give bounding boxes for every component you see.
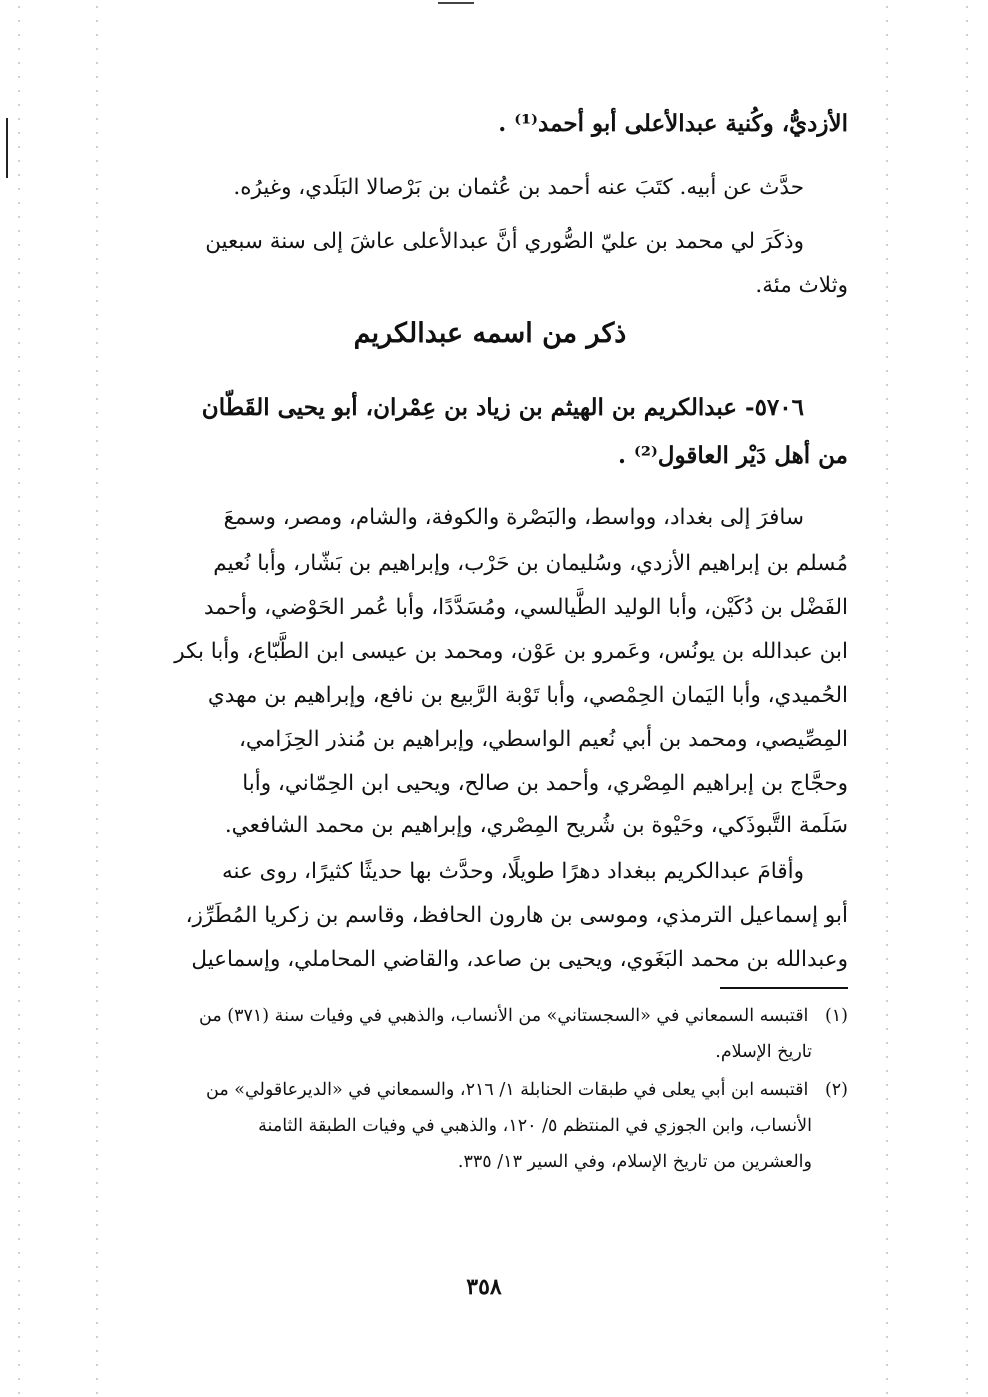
section-heading: ذكر من اسمه عبدالكريم bbox=[353, 318, 627, 349]
footnote-2-cont: الأنساب، وابن الجوزي في المنتظم ٥/ ١٢٠، والذهبي في وفيات الطبقة الثامنة bbox=[258, 1116, 812, 1136]
scan-dots-right bbox=[966, 0, 968, 1397]
scan-dots-left-inner bbox=[96, 0, 98, 1397]
body-line: سَلَمة التَّبوذَكي، وحَيْوة بن شُريح المِصْري، وإبراهيم بن محمد الشافعي. bbox=[224, 813, 848, 838]
footnote-text: اقتبسه السمعاني في «السجستاني» من الأنساب، والذهبي في وفيات سنة (٣٧١) من bbox=[199, 1006, 809, 1026]
page-number: ٣٥٨ bbox=[466, 1274, 502, 1300]
footnote-number: (٢) bbox=[824, 1080, 848, 1100]
body-line: وأقامَ عبدالكريم ببغداد دهرًا طويلًا، وحدَّث بها حديثًا كثيرًا، روى عنه bbox=[221, 859, 804, 884]
intro-line: وثلاث مئة. bbox=[755, 273, 848, 298]
scan-dots-left bbox=[18, 0, 20, 1397]
intro-line: وذكَرَ لي محمد بن عليّ الصُّوري أنَّ عبدالأعلى عاشَ إلى سنة سبعين bbox=[205, 229, 804, 254]
footnote-2-cont: والعشرين من تاريخ الإسلام، وفي السير ١٣/ ٣٣٥. bbox=[457, 1152, 812, 1172]
body-line: مُسلم بن إبراهيم الأزدي، وسُليمان بن حَرْب، وإبراهيم بن بَشّار، وأبا نُعيم bbox=[213, 551, 848, 576]
body-line: سافرَ إلى بغداد، وواسط، والبَصْرة والكوفة، والشام، ومصر، وسمعَ bbox=[223, 505, 804, 530]
body-line: أبو إسماعيل الترمذي، وموسى بن هارون الحافظ، وقاسم بن زكريا المُطَرِّز، bbox=[185, 903, 848, 928]
footnote-number: (١) bbox=[824, 1006, 848, 1026]
main-text bbox=[132, 0, 848, 1397]
scan-margin-mark bbox=[6, 118, 8, 178]
body-line: المِصِّيصي، ومحمد بن أبي نُعيم الواسطي، وإبراهيم بن مُنذر الحِزَامي، bbox=[238, 727, 848, 752]
header-line: الأزديُّ، وكُنية عبدالأعلى أبو أحمد⁽¹⁾ . bbox=[498, 110, 848, 137]
footnote-1-cont: تاريخ الإسلام. bbox=[715, 1042, 812, 1062]
footnote-1 bbox=[132, 1000, 848, 1033]
body-line: وعبدالله بن محمد البَغَوي، ويحيى بن صاعد، والقاضي المحاملي، وإسماعيل bbox=[191, 947, 848, 972]
body-line: الحُميدي، وأبا اليَمان الحِمْصي، وأبا تَوْبة الرَّبيع بن نافع، وإبراهيم بن مهدي bbox=[207, 683, 848, 708]
footnote-text: اقتبسه ابن أبي يعلى في طبقات الحنابلة ١/ ٢١٦، والسمعاني في «الديرعاقولي» من bbox=[206, 1080, 809, 1100]
body-line: الفَضْل بن دُكَيْن، وأبا الوليد الطَّيالسي، ومُسَدَّدًا، وأبا عُمر الحَوْضي، وأحمد bbox=[203, 595, 848, 620]
body-line: ابن عبدالله بن يونُس، وعَمرو بن عَوْن، ومحمد بن عيسى ابن الطَّبّاع، وأبا بكر bbox=[174, 639, 848, 664]
body-line: وحجَّاج بن إبراهيم المِصْري، وأحمد بن صالح، ويحيى ابن الحِمّاني، وأبا bbox=[242, 771, 848, 796]
entry-title-line: ٥٧٠٦- عبدالكريم بن الهيثم بن زياد بن عِمْران، أبو يحيى القَطّان bbox=[201, 394, 804, 421]
footnote-separator bbox=[720, 987, 848, 989]
intro-line: حدَّث عن أبيه. كتَبَ عنه أحمد بن عُثمان بن بَرْصالا البَلَدي، وغيرُه. bbox=[233, 175, 804, 200]
scan-dots-right-inner bbox=[886, 0, 888, 1397]
entry-title-line: من أهل دَيْر العاقول⁽²⁾ . bbox=[617, 442, 848, 469]
footnote-2 bbox=[132, 1074, 848, 1107]
